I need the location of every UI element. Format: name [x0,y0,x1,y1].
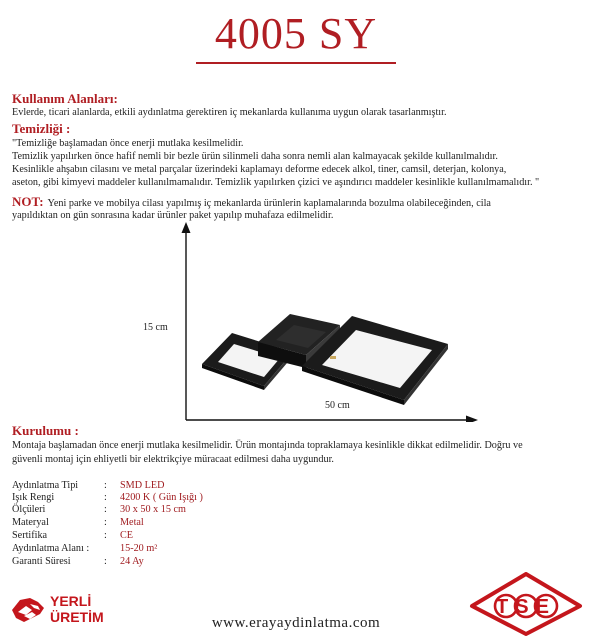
spec-row [12,492,312,504]
spec-label: Materyal [12,517,49,528]
spec-value: 15-20 m² [120,543,158,554]
spec-value: 4200 K ( Gün Işığı ) [120,492,203,503]
spec-row [12,556,312,568]
installation-line-2: güvenli montaj için ehliyetli bir elektrikçiye müracaat edilmesi daha uygundur. [12,454,334,465]
usage-heading: Kullanım Alanları: [12,91,118,106]
spec-value: CE [120,530,134,541]
spec-label: Aydınlatma Tipi [12,480,79,491]
spec-label: Ölçüleri [12,504,46,515]
spec-list [12,480,312,570]
usage-text: Evlerde, ticari alanlarda, etkili aydınlatma gerektiren iç mekanlarda kullanıma uygun olarak tasarlanmıştır. [12,107,447,118]
badge-line-1: YERLİ [50,593,92,609]
spec-row [12,480,312,492]
spec-label: Garanti Süresi [12,556,71,567]
note-label: NOT: [12,194,44,209]
cleaning-heading: Temizliği : [12,121,71,136]
spec-colon: : [104,556,107,567]
spec-label: Sertifika [12,530,48,541]
width-dimension-label: 50 cm [325,400,350,411]
spec-value: SMD LED [120,480,165,491]
spec-colon: : [104,492,107,503]
spec-value: Metal [120,517,144,528]
installation-line-1: Montaja başlamadan önce enerji mutlaka kesilmelidir. Ürün montajında topraklamaya kesinlikle dikkat edilmelidir. Doğru ve [12,440,523,451]
note-line-2: yapıldıktan on gün sonrasına kadar ürünler paket yapılıp muhafaza edilmelidir. [12,210,334,221]
spec-label: Aydınlatma Alanı : [12,543,90,554]
tse-text: TSE [496,596,556,618]
title-underline [196,62,396,64]
page-title: 4005 SY [214,9,378,58]
tse-logo [468,572,584,636]
badge-line-2: ÜRETİM [50,609,104,625]
width-arrowhead [466,416,478,423]
cleaning-line-3: Kesinlikle ahşabın cilasını ve metal parçalar üzerindeki kaplamayı deforme edecek alkol, tiner, camsil, deterjan, kolonya, [12,164,507,175]
cleaning-line-1: "Temizliğe başlamadan önce enerji mutlaka kesilmelidir. [12,138,244,149]
height-arrowhead [182,222,191,233]
spec-colon: : [104,517,107,528]
spec-row [12,543,312,555]
spec-value: 24 Ay [120,556,144,567]
product-drawing [180,222,480,422]
cleaning-line-4: aseton, gibi kimyevi maddeler kullanılmamalıdır. Temizlik yapılırken çizici ve aşındırıcı maddeler kesinlikle kullanılmamalıdır. " [12,177,540,188]
spec-label: Işık Rengi [12,492,55,503]
note-line-1: Yeni parke ve mobilya cilası yapılmış iç mekanlarda ürünlerin kaplamalarında bozulma olabileceğinden, cila [47,198,491,209]
spec-row [12,530,312,542]
spec-value: 30 x 50 x 15 cm [120,504,186,515]
website-url: www.erayaydinlatma.com [211,615,381,631]
spec-colon: : [104,504,107,515]
spec-colon: : [104,480,107,491]
cleaning-line-2: Temizlik yapılırken önce hafif nemli bir bezle ürün silinmeli daha sonra nemli alan kalmayacak şekilde kullanılmalıdır. [12,151,498,162]
spec-row [12,517,312,529]
height-dimension-label: 15 cm [143,322,168,333]
spec-colon: : [104,530,107,541]
spec-row [12,504,312,516]
installation-heading: Kurulumu : [12,423,79,438]
